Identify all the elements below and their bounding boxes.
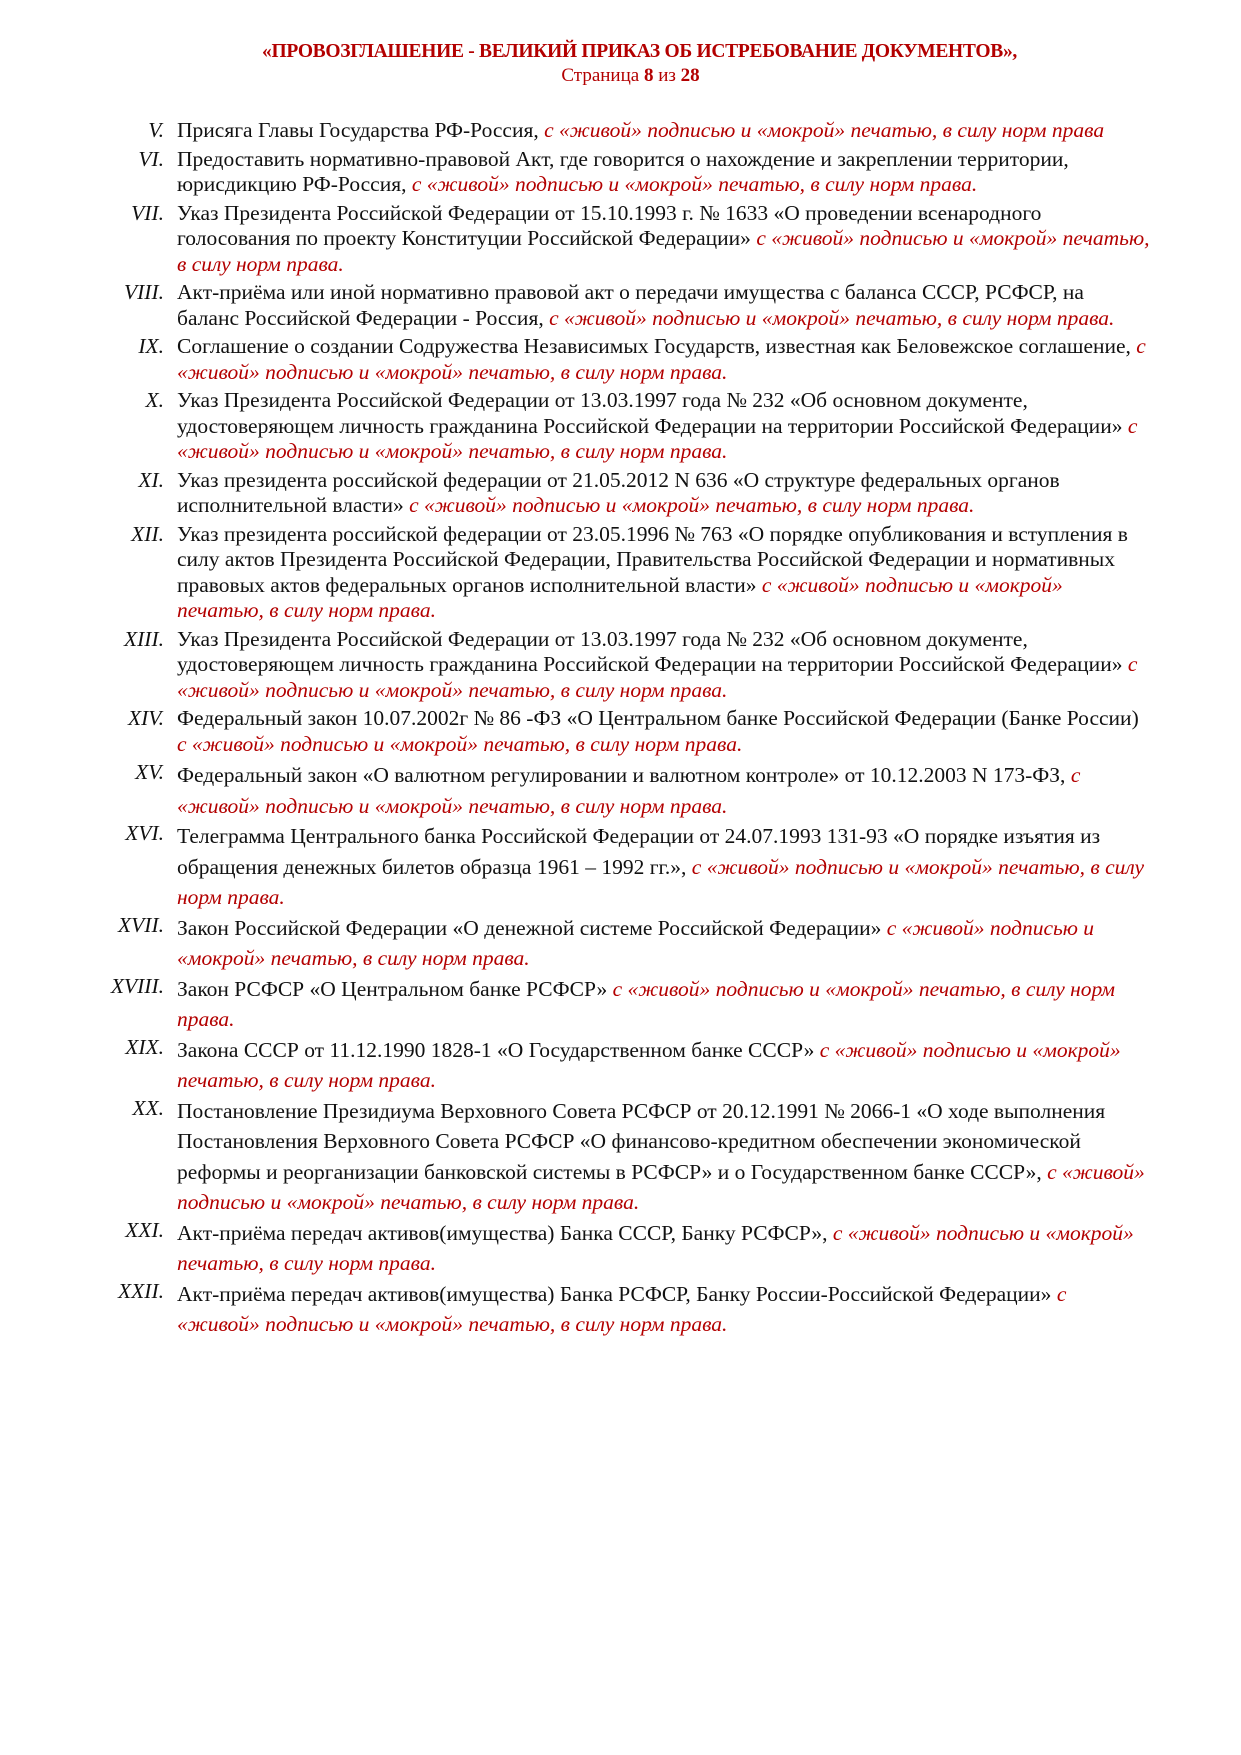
page-sep: из	[658, 65, 676, 86]
page-header	[0, 40, 1241, 88]
page-current: 8	[643, 65, 654, 86]
list-item	[0, 821, 1241, 913]
item-text: Федеральный закон «О валютном регулировании и валютном контроле» от 10.12.2003 N 173-ФЗ,	[177, 763, 1071, 787]
list-item	[0, 1096, 1241, 1218]
document-title: «ПРОВОЗГЛАШЕНИЕ - ВЕЛИКИЙ ПРИКАЗ ОБ ИСТРЕБОВАНИЕ ДОКУМЕНТОВ»,	[262, 41, 1017, 62]
item-note: с «живой» подписью и «мокрой» печатью, в силу норм права.	[177, 915, 1095, 970]
item-text: Телеграмма Центрального банка Российской Федерации от 24.07.1993 131-93 «О порядке изъятия из обращения денежных билетов образца 1961 – 1992 гг.»,	[177, 824, 1101, 879]
item-note: с «живой» подписью и «мокрой» печатью, в силу норм права.	[177, 413, 1138, 463]
item-note: с «живой» подписью и «мокрой» печатью, в силу норм права.	[409, 493, 975, 517]
item-note: с «живой» подписью и «мокрой» печатью, в силу норм права.	[177, 1037, 1121, 1092]
list-item	[0, 1218, 1241, 1279]
page-number	[0, 64, 1241, 88]
item-note: с «живой» подписью и «мокрой» печатью, в силу норм права.	[411, 172, 978, 196]
item-text: Указ Президента Российской Федерации от 13.03.1997 года № 232 «Об основном документе, удостоверяющем личность гражданина Российской Федерации на территории Российской Федерации»	[177, 388, 1128, 438]
item-number: VII.	[131, 200, 164, 225]
list-item	[0, 913, 1241, 974]
item-text: Указ президента российской федерации от 21.05.2012 N 636 «О структуре федеральных органов исполнительной власти»	[177, 467, 1060, 517]
item-number: V.	[148, 118, 164, 142]
item-number: XII.	[131, 521, 164, 546]
document-list	[0, 118, 1241, 1340]
item-note: с «живой» подписью и «мокрой» печатью, в силу норм права.	[177, 652, 1138, 702]
item-text: Постановление Президиума Верховного Совета РСФСР от 20.12.1991 № 2066-1 «О ходе выполнения Постановления Верховного Совета РСФСР «О финансово-кредитном обеспечении экономической реформы и реорганизации банковской системы в РСФСР» и о Государственном банке СССР»,	[177, 1098, 1106, 1184]
item-number: VIII.	[124, 280, 164, 304]
list-item	[0, 1035, 1241, 1096]
list-item	[0, 388, 1241, 465]
list-item	[0, 280, 1241, 331]
list-item	[0, 468, 1241, 519]
list-item	[0, 974, 1241, 1035]
item-number: X.	[145, 388, 164, 412]
item-number: XIV.	[127, 706, 164, 730]
item-text: Закон РСФСР «О Центральном банке РСФСР»	[177, 976, 613, 1001]
item-note: с «живой» подписью и «мокрой» печатью, в силу норм права.	[177, 226, 1150, 276]
item-note: с «живой» подписью и «мокрой» печатью, в силу норм права.	[177, 763, 1081, 818]
item-text: Соглашение о создании Содружества Независимых Государств, известная как Беловежское соглашение,	[177, 334, 1137, 358]
list-item	[0, 1279, 1241, 1340]
item-text: Федеральный закон 10.07.2002г № 86 -ФЗ «О Центральном банке Российской Федерации (Банке России)	[177, 706, 1139, 730]
item-number: XXI.	[125, 1217, 164, 1242]
item-text: Присяга Главы Государства РФ-Россия,	[177, 118, 545, 142]
item-note: с «живой» подписью и «мокрой» печатью, в силу норм права.	[177, 1220, 1134, 1275]
item-text: Закон Российской Федерации «О денежной системе Российской Федерации»	[177, 915, 887, 940]
item-note: с «живой» подписью и «мокрой» печатью, в силу норм права.	[177, 854, 1144, 909]
item-note: с «живой» подписью и «мокрой» печатью, в силу норм права.	[177, 572, 1063, 622]
list-item	[0, 334, 1241, 385]
item-note: с «живой» подписью и «мокрой» печатью, в силу норм права.	[549, 305, 1115, 330]
item-text: Указ Президента Российской Федерации от 15.10.1993 г. № 1633 «О проведении всенародного голосования по проекту Конституции Российской Федерации»	[177, 200, 1042, 250]
page-prefix: Страница	[561, 65, 640, 86]
item-text: Указ президента российской федерации от 23.05.1996 № 763 «О порядке опубликования и вступления в силу актов Президента Российской Федерации, Правительства Российской Федерации и нормативных правовых актов федеральных органов исполнительной власти»	[177, 521, 1128, 597]
item-number: IX.	[138, 334, 164, 358]
item-text: Акт-приёма передач активов(имущества) Банка РСФСР, Банку России-Российской Федерации»	[177, 1281, 1057, 1306]
list-item	[0, 627, 1241, 704]
item-number: XIX.	[125, 1034, 164, 1059]
item-note: с «живой» подписью и «мокрой» печатью, в силу норм права.	[177, 1159, 1145, 1214]
item-number: XV.	[135, 760, 164, 784]
item-number: XIII.	[124, 626, 164, 651]
item-number: XI.	[138, 467, 164, 492]
item-note: с «живой» подписью и «мокрой» печатью, в силу норм права.	[177, 976, 1115, 1031]
item-note: с «живой» подписью и «мокрой» печатью, в силу норм права.	[177, 1281, 1067, 1336]
page-total: 28	[680, 65, 700, 86]
list-item	[0, 760, 1241, 821]
list-item	[0, 522, 1241, 624]
item-number: XVI.	[125, 821, 164, 845]
item-text: Предоставить нормативно-правовой Акт, где говорится о нахождение и закреплении территории, юрисдикцию РФ-Россия,	[177, 146, 1069, 196]
item-text: Указ Президента Российской Федерации от 13.03.1997 года № 232 «Об основном документе, удостоверяющем личность гражданина Российской Федерации на территории Российской Федерации»	[177, 626, 1128, 676]
item-text: Закона СССР от 11.12.1990 1828-1 «О Государственном банке СССР»	[177, 1037, 820, 1062]
item-number: XVIII.	[110, 973, 164, 998]
item-note: с «живой» подписью и «мокрой» печатью, в силу норм права.	[177, 334, 1146, 384]
item-note: с «живой» подписью и «мокрой» печатью, в силу норм права.	[177, 731, 743, 756]
item-number: VI.	[138, 146, 164, 171]
item-number: XX.	[132, 1095, 164, 1120]
item-text: Акт-приёма или иной нормативно правовой акт о передачи имущества с баланса СССР, РСФСР, на баланс Российской Федерации - Россия,	[177, 280, 1084, 330]
item-number: XVII.	[118, 912, 164, 937]
list-item	[0, 706, 1241, 757]
item-note: с «живой» подписью и «мокрой» печатью, в силу норм права	[544, 118, 1105, 142]
list-item	[0, 147, 1241, 198]
list-item	[0, 118, 1241, 144]
list-item	[0, 201, 1241, 278]
item-number: XXII.	[118, 1278, 164, 1303]
item-text: Акт-приёма передач активов(имущества) Банка СССР, Банку РСФСР»,	[177, 1220, 833, 1245]
